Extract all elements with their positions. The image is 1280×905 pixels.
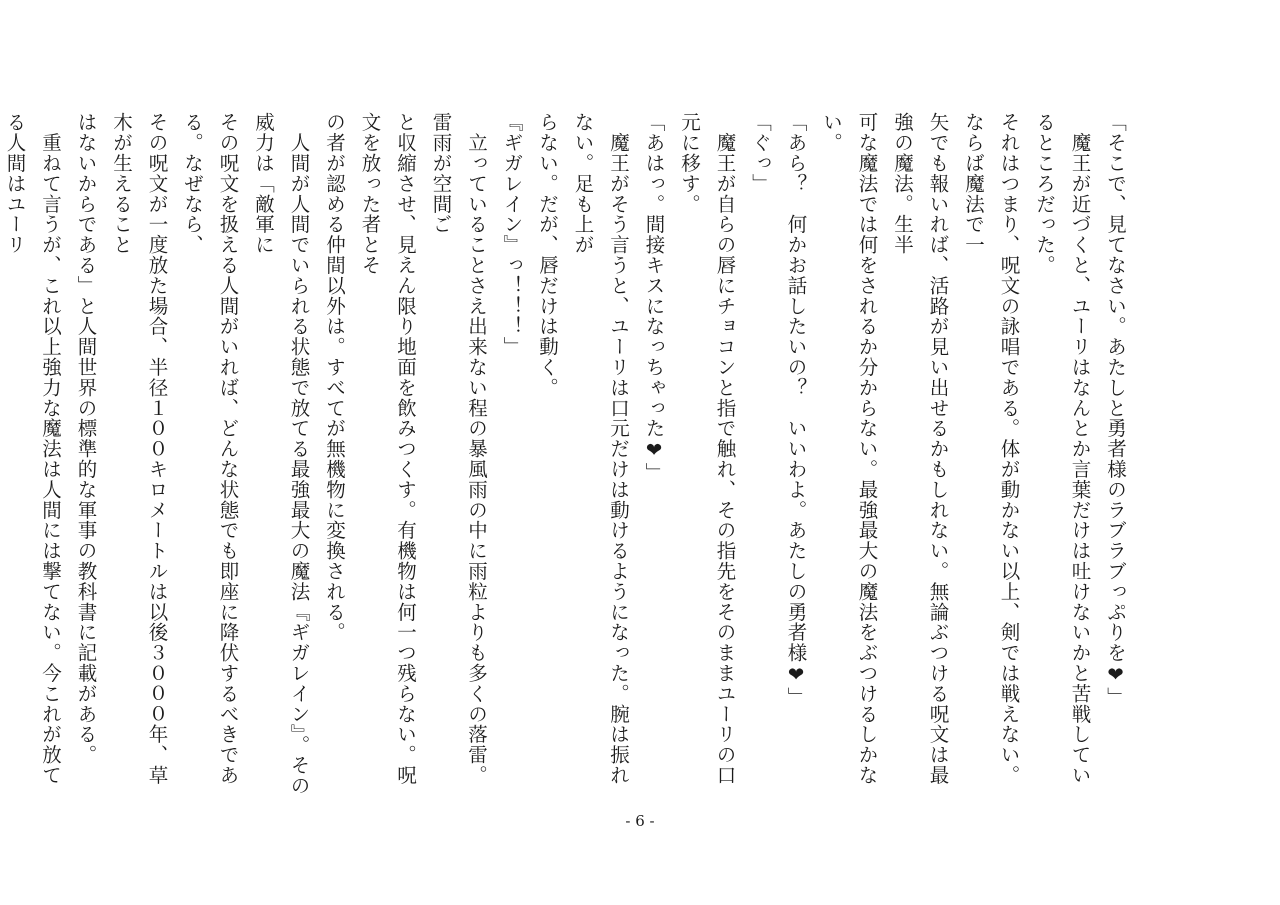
text-line: それはつまり、呪文の詠唱である。体が動かない以上、剣では戦えない。ならば魔法で一 xyxy=(962,112,1021,786)
text-line: 魔王が近づくと、ユーリはなんとか言葉だけは吐けないかと苦戦しているところだった。 xyxy=(1033,112,1092,786)
text-line: その呪文が一度放た場合、半径１００キロメートルは以後３０００年、草木が生えること xyxy=(110,112,169,786)
text-line: 人間が人間でいられる状態で放てる最強最大の魔法『ギガレイン』。その威力は「敵軍に xyxy=(252,112,311,796)
page-number: - 6 - xyxy=(625,812,655,830)
text-line: 「そこで、見てなさい。あたしと勇者様のラブラブっぷりを❤」 xyxy=(1104,112,1127,708)
text-line: の者が認める仲間以外は。すべてが無機物に変換される。 xyxy=(323,112,346,643)
text-line: 魔王が自らの唇にチョコンと指で触れ、その指先をそのままユーリの口元に移す。 xyxy=(678,112,737,786)
text-line: 重ねて言うが、これ以上強力な魔法は人間には撃てない。今これが放てる人間はユーリ xyxy=(3,112,62,786)
text-line: 「あはっ。間接キスになっちゃった❤」 xyxy=(642,112,666,483)
text-line: 「あら？ 何かお話したいの？ いいわよ。あたしの勇者様❤」 xyxy=(784,112,808,708)
text-line: 矢でも報いれば、活路が見い出せるかもしれない。無論ぶつける呪文は最強の魔法。生半 xyxy=(891,112,950,786)
text-line: 『ギガレイン』っ！！！」 xyxy=(500,112,524,357)
text-line: 可な魔法では何をされるか分からない。最強最大の魔法をぶつけるしかない。 xyxy=(820,112,879,786)
text-line: その呪文を扱える人間がいれば、どんな状態でも即座に降伏するべきである。なぜなら、 xyxy=(181,112,240,786)
text-line: と収縮させ、見えん限り地面を飲みつくす。有機物は何一つ残らない。呪文を放った者とそ xyxy=(358,112,417,786)
text-line: らない。だが、唇だけは動く。 xyxy=(536,112,559,398)
text-line: 立っていることさえ出来ない程の暴風雨の中に雨粒よりも多くの落雷。雷雨が空間ご xyxy=(429,112,488,786)
text-line: はないからである」と人間世界の標準的な軍事の教科書に記載がある。 xyxy=(74,112,98,765)
vertical-body-text xyxy=(3,112,1133,802)
text-line: 魔王がそう言うと、ユーリは口元だけは動けるようになった。腕は振れない。足も上が xyxy=(571,112,630,786)
text-line: 「ぐっ」 xyxy=(749,112,772,194)
